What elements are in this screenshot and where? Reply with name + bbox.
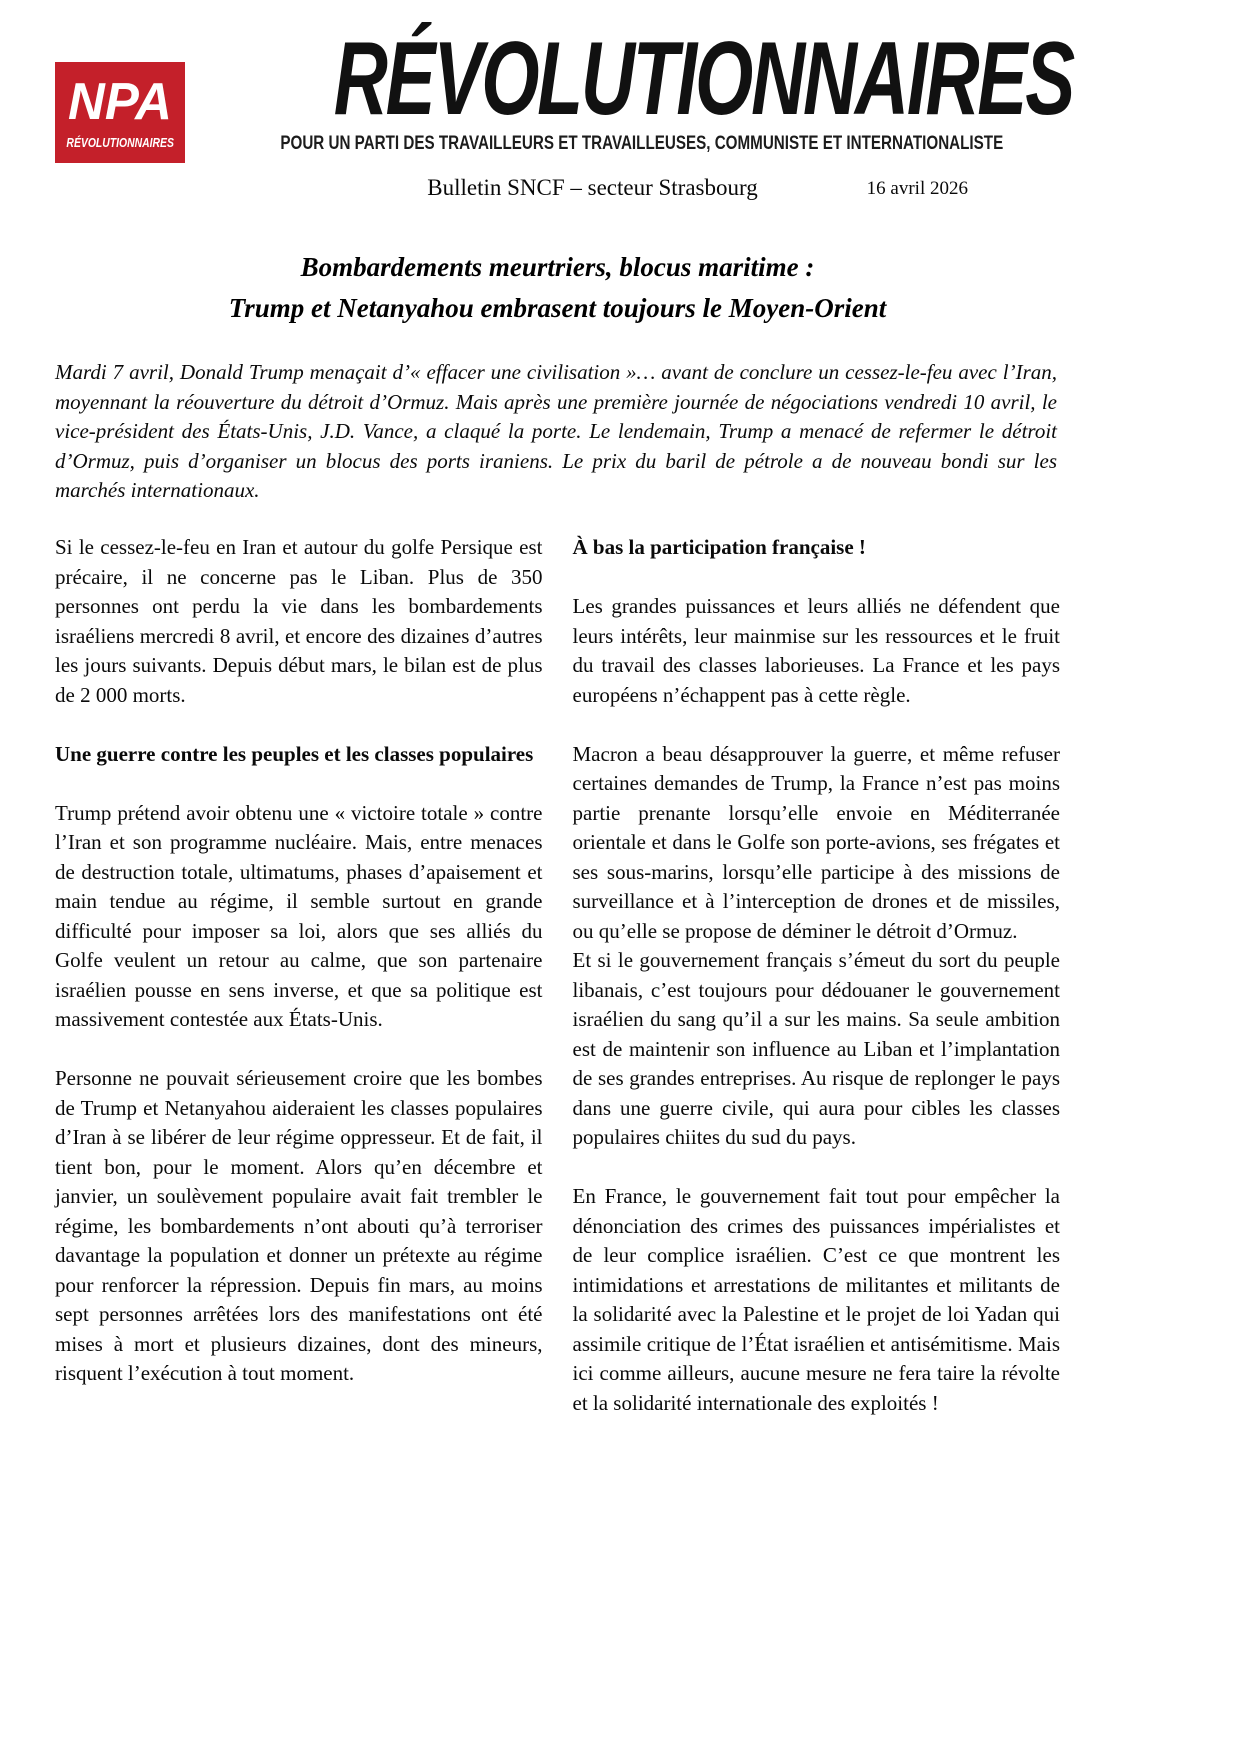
masthead (190, 21, 1073, 154)
npa-logo-acronym: NPA (68, 73, 172, 131)
paragraph: Si le cessez-le-feu en Iran et autour du golfe Persique est précaire, il ne concerne pas le Liban. Plus de 350 personnes ont perdu la vie dans les bombardements israéliens mercredi 8 avril, et encore des dizaines d’autres les jours suivants. Depuis début mars, le bilan est de plus de 2 000 morts. (55, 535, 543, 707)
headline-line-2: Trump et Netanyahou embrasent toujours le Moyen-Orient (228, 293, 887, 323)
intro-paragraph: Mardi 7 avril, Donald Trump menaçait d’« effacer une civilisation »… avant de conclure un cessez-le-feu avec l’Iran, moyennant la réouverture du détroit d’Ormuz. Mais après une première journée de négociations vendredi 10 avril, le vice-président des États-Unis, J.D. Vance, a claqué la porte. Le lendemain, Trump a menacé de refermer le détroit d’Ormuz, puis d’organiser un blocus des ports iraniens. Le prix du baril de pétrole a de nouveau bondi sur les marchés internationaux. (55, 360, 1057, 502)
article-body (55, 533, 1060, 1448)
paragraph: Trump prétend avoir obtenu une « victoire totale » contre l’Iran et son programme nucléaire. Mais, entre menaces de destruction totale, ultimatums, phases d’apaisement et main tendue au régime, il semble surtout en grande difficulté pour imposer sa loi, alors que ses alliés du Golfe veulent un retour au calme, que son partenaire israélien pousse en sens inverse, et que sa politique est massivement contestée aux États-Unis. (55, 800, 543, 1031)
bulletin-title: Bulletin SNCF – secteur Strasbourg (427, 175, 758, 200)
paragraph: Et si le gouvernement français s’émeut du sort du peuple libanais, c’est toujours pour dédouaner le gouvernement israélien du sang qu’il a sur les mains. Sa seule ambition est de maintenir son influence au Liban et l’implantation de ses grandes entreprises. Au risque de replonger le pays dans une guerre civile, qui aura pour cibles les classes populaires chiites du sud du pays. (572, 948, 1060, 1149)
paragraph: Macron a beau désapprouver la guerre, et même refuser certaines demandes de Trump, la France n’est pas moins partie prenante lorsqu’elle envoie en Méditerranée orientale et dans le Golfe son porte-avions, ses frégates et ses sous-marins, lorsqu’elle participe à des missions de surveillance et à l’interception de drones et de missiles, ou qu’elle se propose de déminer le détroit d’Ormuz. (572, 741, 1060, 943)
section-heading: À bas la participation française ! (572, 535, 866, 559)
masthead-tagline: POUR UN PARTI DES TRAVAILLEURS ET TRAVAILLEUSES, COMMUNISTE ET INTERNATIONALISTE (280, 133, 1004, 154)
paragraph: Les grandes puissances et leurs alliés ne défendent que leurs intérêts, leur mainmise sur les ressources et le fruit du travail des classes laborieuses. La France et les pays européens n’échappent pas à cette règle. (572, 594, 1060, 707)
paragraph: Personne ne pouvait sérieusement croire que les bombes de Trump et Netanyahou aideraient les classes populaires d’Iran à se libérer de leur régime oppresseur. Et de fait, il tient bon, pour le moment. Alors qu’en décembre et janvier, un soulèvement populaire avait fait trembler le régime, les bombardements n’ont abouti qu’à terroriser davantage la population et donner un prétexte au régime pour renforcer la répression. Depuis fin mars, au moins sept personnes arrêtées lors des manifestations ont été mises à mort et plusieurs dizaines, dont des mineurs, risquent l’exécution à tout moment. (55, 1066, 543, 1385)
npa-logo-subtitle: RÉVOLUTIONNAIRES (66, 135, 174, 150)
bulletin-date: 16 avril 2026 (866, 178, 968, 199)
npa-logo (55, 62, 185, 163)
headline-line-1: Bombardements meurtriers, blocus maritime : (300, 252, 815, 282)
right-column (573, 533, 1061, 1448)
article-headline (55, 247, 1060, 329)
bulletin-info-row (55, 174, 1060, 204)
masthead-title: RÉVOLUTIONNAIRES (333, 21, 1073, 137)
section-heading: Une guerre contre les peuples et les classes populaires (55, 741, 534, 766)
paragraph: En France, le gouvernement fait tout pour empêcher la dénonciation des crimes des puissances impérialistes et de leur complice israélien. C’est ce que montrent les intimidations et arrestations de militantes et militants de la solidarité avec la Palestine et le projet de loi Yadan qui assimile critique de l’État israélien et antisémitisme. Mais ici comme ailleurs, aucune mesure ne fera taire la révolte et la solidarité internationale des exploités ! (572, 1184, 1060, 1415)
left-column (55, 533, 543, 1448)
